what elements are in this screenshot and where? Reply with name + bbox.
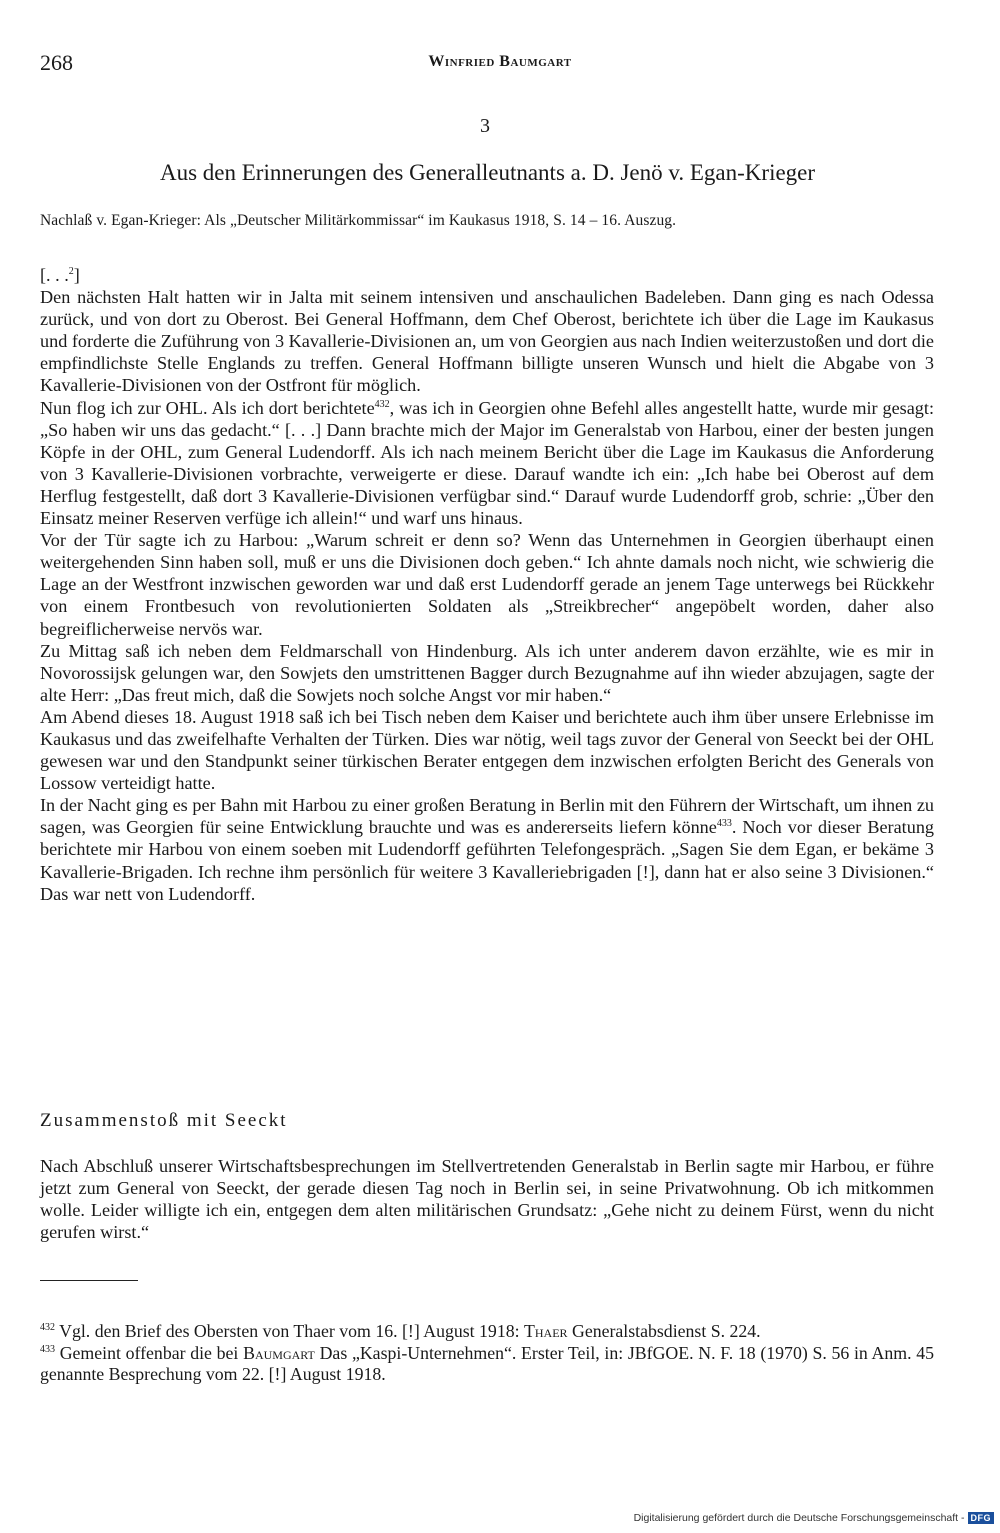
footnote [40, 1321, 934, 1343]
source-line: Nachlaß v. Egan-Krieger: Als „Deutscher Militärkommissar“ im Kaukasus 1918, S. 14 – 16. Auszug. [40, 212, 677, 229]
paragraph-text: In der Nacht ging es per Bahn mit Harbou zu einer großen Beratung in Berlin mit den Führern der Wirtschaft, um ihnen zu sagen, was Georgien für seine Entwicklung brauchte und was es andererseits liefern könne [40, 795, 934, 838]
ellipsis-close: ] [73, 265, 80, 285]
footnote-ref: 2 [68, 265, 74, 277]
paragraph [40, 794, 934, 904]
paragraph: Nach Abschluß unserer Wirtschaftsbesprechungen im Stellvertretenden Generalstab in Berlin sagte mir Harbou, er führe jetzt zum General von Seeckt, der gerade diesen Tag noch in Berlin sei, in seine Privatwohnung. Ob ich mitkommen wolle. Leider willigte ich ein, entgegen dem alten militärischen Grundsatz: „Gehe nicht zu deinem Fürst, wenn du nicht gerufen wirst.“ [40, 1156, 934, 1243]
footnote-text: Generalstabsdienst S. 224. [567, 1321, 761, 1341]
section-body [40, 1155, 934, 1243]
footnote-author: Thaer [524, 1321, 568, 1341]
paragraph-text: , was ich in Georgien ohne Befehl alles angestellt hatte, wurde mir gesagt: „So haben wir uns das gedacht.“ [. . .] Dann brachte mich der Major im Generalstab von Harbou, einer der besten jungen Köpfe in der OHL, zum General Ludendorff. Als ich nach meinem Bericht über die Lage im Kaukasus die Anforderung von 3 Kavallerie-Divisionen vorbrachte, verweigerte er diese. Darauf wandte ich ein: „Ich habe bei Oberost auf dem Herflug festgestellt, daß dort 3 Kavallerie-Divisionen verfügbar sind.“ Darauf wurde Ludendorff grob, schrie: „Über den Einsatz meiner Reserven verfüge ich allein!“ und warf uns hinaus. [40, 397, 934, 529]
footnote-ref: 432 [374, 398, 390, 410]
paragraph: Den nächsten Halt hatten wir in Jalta mit seinem intensiven und anschaulichen Badeleben. Dann ging es nach Odessa zurück, und von dort zu Oberost. Bei General Hoffmann, dem Chef Oberost, berichtete ich über die Lage im Kaukasus und forderte die Zuführung von 3 Kavallerie-Divisionen an, um von Georgien aus nach Indien weiterzustoßen und dort die empfindlichste Stelle Englands zu treffen. General Hoffmann billigte unseren Wunsch und hielt die Abgabe von 3 Kavallerie-Divisionen von der Ostfront für möglich. [40, 287, 934, 396]
dfg-logo: DFG [968, 1512, 995, 1524]
footnote [40, 1343, 934, 1386]
page-number: 268 [40, 50, 73, 75]
digitization-credit [634, 1512, 994, 1524]
paragraph-text: Nun flog ich zur OHL. Als ich dort berichtete [40, 397, 375, 418]
ellipsis-marker: [. . . [40, 265, 69, 285]
footnote-author: Baumgart [243, 1342, 315, 1363]
footnote-text: Das „Kaspi-Unternehmen“. Erster Teil, in: JBfGOE. N. F. 18 (1970) S. 56 in Anm. 45 genannte Besprechung vom 22. [!] August 1918. [40, 1342, 934, 1384]
footnote-divider [40, 1280, 138, 1281]
footnote-number: 433 [40, 1343, 55, 1355]
body-text [40, 264, 934, 905]
document-number: 3 [480, 115, 490, 137]
document-title: Aus den Erinnerungen des Generalleutnants a. D. Jenö v. Egan-Krieger [159, 160, 816, 185]
footnote-text: Vgl. den Brief des Obersten von Thaer vom 16. [!] August 1918: [59, 1321, 524, 1341]
paragraph: Am Abend dieses 18. August 1918 saß ich bei Tisch neben dem Kaiser und berichtete auch ihm über unsere Erlebnisse im Kaukasus und das zweifelhafte Verhalten der Türken. Dies war nötig, weil tags zuvor der General von Seeckt bei der OHL gewesen war und den Standpunkt seiner türkischen Berater entgegen dem inzwischen erfolgten Bericht des Generals von Lossow verteidigt hatte. [40, 706, 934, 794]
footnotes [40, 1321, 934, 1386]
paragraph: Vor der Tür sagte ich zu Harbou: „Warum schreit er denn so? Wenn das Unternehmen in Georgien überhaupt einen weitergehenden Sinn haben soll, muß er uns die Divisionen doch geben.“ Ich ahnte damals noch nicht, wie schwierig die Lage an der Westfront inzwischen geworden war und daß erst Ludendorff gerade an jenem Tage unterwegs bei Rückkehr von einem Frontbesuch von revolutionierten Soldaten als „Streikbrecher“ angepöbelt worden, daher also begreiflicherweise nervös war. [40, 530, 934, 639]
section-heading: Zusammenstoß mit Seeckt [40, 1110, 288, 1131]
footnote-text: Gemeint offenbar die bei [59, 1342, 244, 1363]
running-head: Winfried Baumgart [428, 53, 572, 70]
paragraph [40, 397, 934, 530]
credit-text: Digitalisierung gefördert durch die Deutsche Forschungsgemeinschaft - [633, 1512, 965, 1524]
paragraph: Zu Mittag saß ich neben dem Feldmarschall von Hindenburg. Als ich unter anderem davon erzählte, wie es mir in Novorossijsk gelungen war, den Sowjets den umstrittenen Bagger durch Bezugnahme auf ihn wieder abzujagen, sagte der alte Herr: „Das freut mich, daß die Sowjets noch solche Angst vor mir haben.“ [40, 640, 934, 705]
ellipsis-line [40, 264, 934, 286]
footnote-ref: 433 [716, 818, 732, 830]
footnote-number: 432 [40, 1322, 55, 1334]
paragraph-text: . Noch vor dieser Beratung berichtete mir Harbou von einem soeben mit Ludendorff geführten Telefongespräch. „Sagen Sie dem Egan, er bekäme 3 Kavallerie-Brigaden. Ich rechne ihm persönlich für weitere 3 Kavalleriebrigaden [!], dann hat er also seine 3 Divisionen.“ Das war nett von Ludendorff. [40, 817, 935, 904]
